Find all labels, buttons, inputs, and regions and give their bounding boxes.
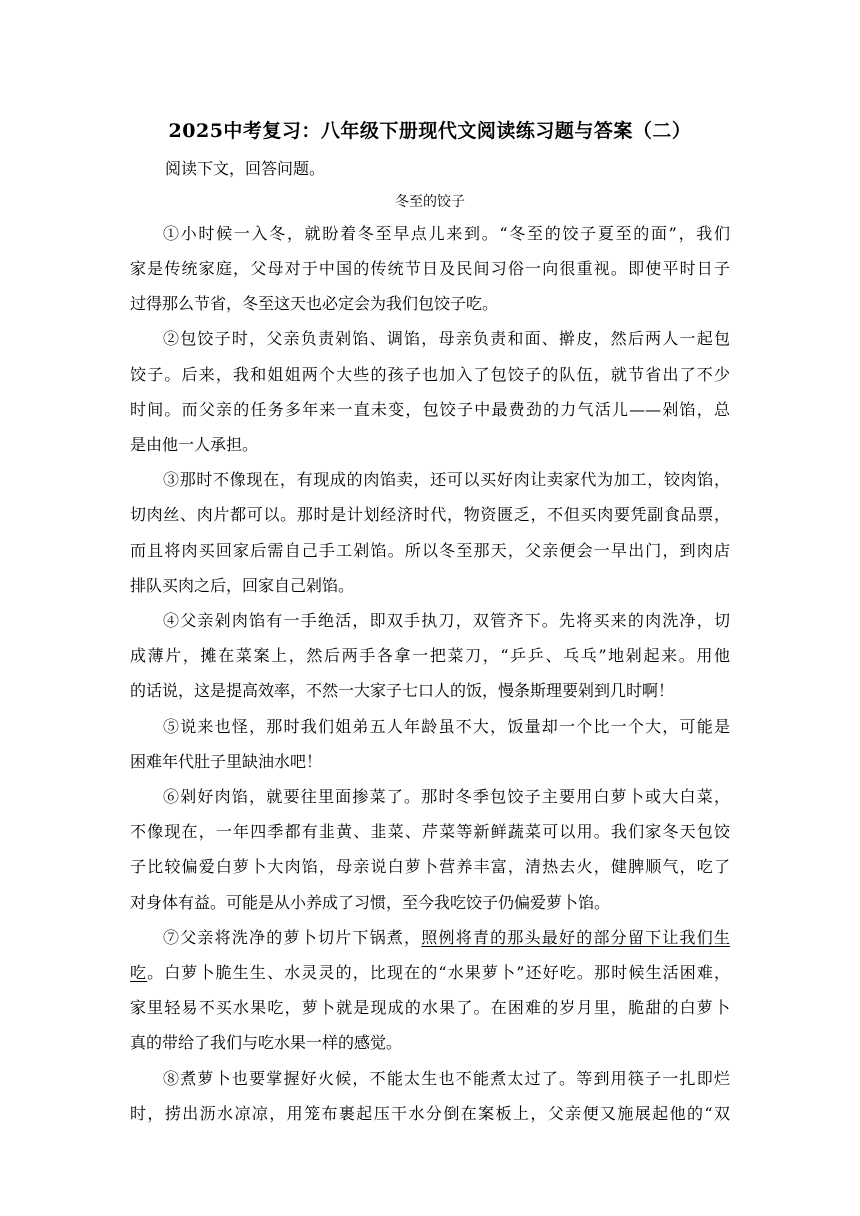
paragraph-5-line: 困难年代肚子里缺油水吧！ [130, 752, 323, 771]
paragraph-4-line: ④父亲剁肉馅有一手绝活，即双手执刀，双管齐下。先将买来的肉洗净，切 [163, 611, 730, 630]
paragraph-2-line: 时间。而父亲的任务多年来一直未变，包饺子中最费劲的力气活儿——剁馅，总 [130, 400, 730, 419]
paragraph-1-line: ①小时候一入冬，就盼着冬至早点儿来到。“冬至的饺子夏至的面”，我们 [163, 224, 730, 243]
paragraph-3-line: 而且将肉买回家后需自己手工剁馅。所以冬至那天，父亲便会一早出门，到肉店 [130, 541, 730, 560]
paragraph-6-line: 不像现在，一年四季都有韭黄、韭菜、芹菜等新鲜蔬菜可以用。我们家冬天包饺 [130, 822, 730, 841]
paragraph-3-line: 切肉丝、肉片都可以。那时是计划经济时代，物资匮乏，不但买肉要凭副食品票， [130, 505, 730, 524]
paragraph-5-line: ⑤说来也怪，那时我们姐弟五人年龄虽不大，饭量却一个比一个大，可能是 [163, 717, 730, 736]
paragraph-8-line: 时，捞出沥水凉凉，用笼布裹起压干水分倒在案板上，父亲便又施展起他的“双 [130, 1104, 730, 1123]
paragraph-7-line: 家里轻易不买水果吃，萝卜就是现成的水果了。在困难的岁月里，脆甜的白萝卜 [130, 998, 730, 1017]
paragraph-7-line [163, 928, 730, 948]
paragraph-4-line: 成薄片，摊在菜案上，然后两手各拿一把菜刀，“乒乒、乓乓”地剁起来。用他 [130, 646, 730, 665]
paragraph-1-line: 过得那么节省，冬至这天也必定会为我们包饺子吃。 [130, 294, 499, 313]
paragraph-4-line: 的话说，这是提高效率，不然一大家子七口人的饭，慢条斯理要剁到几时啊！ [130, 681, 675, 700]
page-title: 2025中考复习：八年级下册现代文阅读练习题与答案（二） [168, 120, 692, 142]
paragraph-6-line: ⑥剁好肉馅，就要往里面掺菜了。那时冬季包饺子主要用白萝卜或大白菜， [163, 787, 730, 806]
paragraph-3-line: ③那时不像现在，有现成的肉馅卖，还可以买好肉让卖家代为加工，铰肉馅， [163, 470, 730, 489]
underlined-sentence: 吃 [130, 963, 148, 982]
reading-instruction: 阅读下文，回答问题。 [165, 159, 326, 178]
paragraph-7-line [130, 963, 730, 983]
article-title: 冬至的饺子 [395, 194, 465, 210]
paragraph-6-line: 子比较偏爱白萝卜大肉馅，母亲说白萝卜营养丰富，清热去火，健脾顺气，吃了 [130, 857, 730, 876]
paragraph-2-line: ②包饺子时，父亲负责剁馅、调馅，母亲负责和面、擀皮，然后两人一起包 [163, 329, 730, 348]
paragraph-3-line: 排队买肉之后，回家自己剁馅。 [130, 576, 355, 595]
paragraph-7-text: ⑦父亲将洗净的萝卜切片下锅煮， [163, 928, 422, 947]
paragraph-8-line: ⑧煮萝卜也要掌握好火候，不能太生也不能煮太过了。等到用筷子一扎即烂 [163, 1069, 730, 1088]
underlined-sentence: 照例将青的那头最好的部分留下让我们生 [421, 928, 730, 947]
paragraph-2-line: 是由他一人承担。 [130, 435, 259, 454]
paragraph-7-text: 。白萝卜脆生生、水灵灵的，比现在的“水果萝卜”还好吃。那时候生活困难， [147, 963, 730, 982]
paragraph-2-line: 饺子。后来，我和姐姐两个大些的孩子也加入了包饺子的队伍，就节省出了不少 [130, 365, 730, 384]
paragraph-1-line: 家是传统家庭，父母对于中国的传统节日及民间习俗一向很重视。即使平时日子 [130, 259, 730, 278]
paragraph-7-line: 真的带给了我们与吃水果一样的感觉。 [130, 1033, 403, 1052]
paragraph-6-line: 对身体有益。可能是从小养成了习惯，至今我吃饺子仍偏爱萝卜馅。 [130, 893, 611, 912]
